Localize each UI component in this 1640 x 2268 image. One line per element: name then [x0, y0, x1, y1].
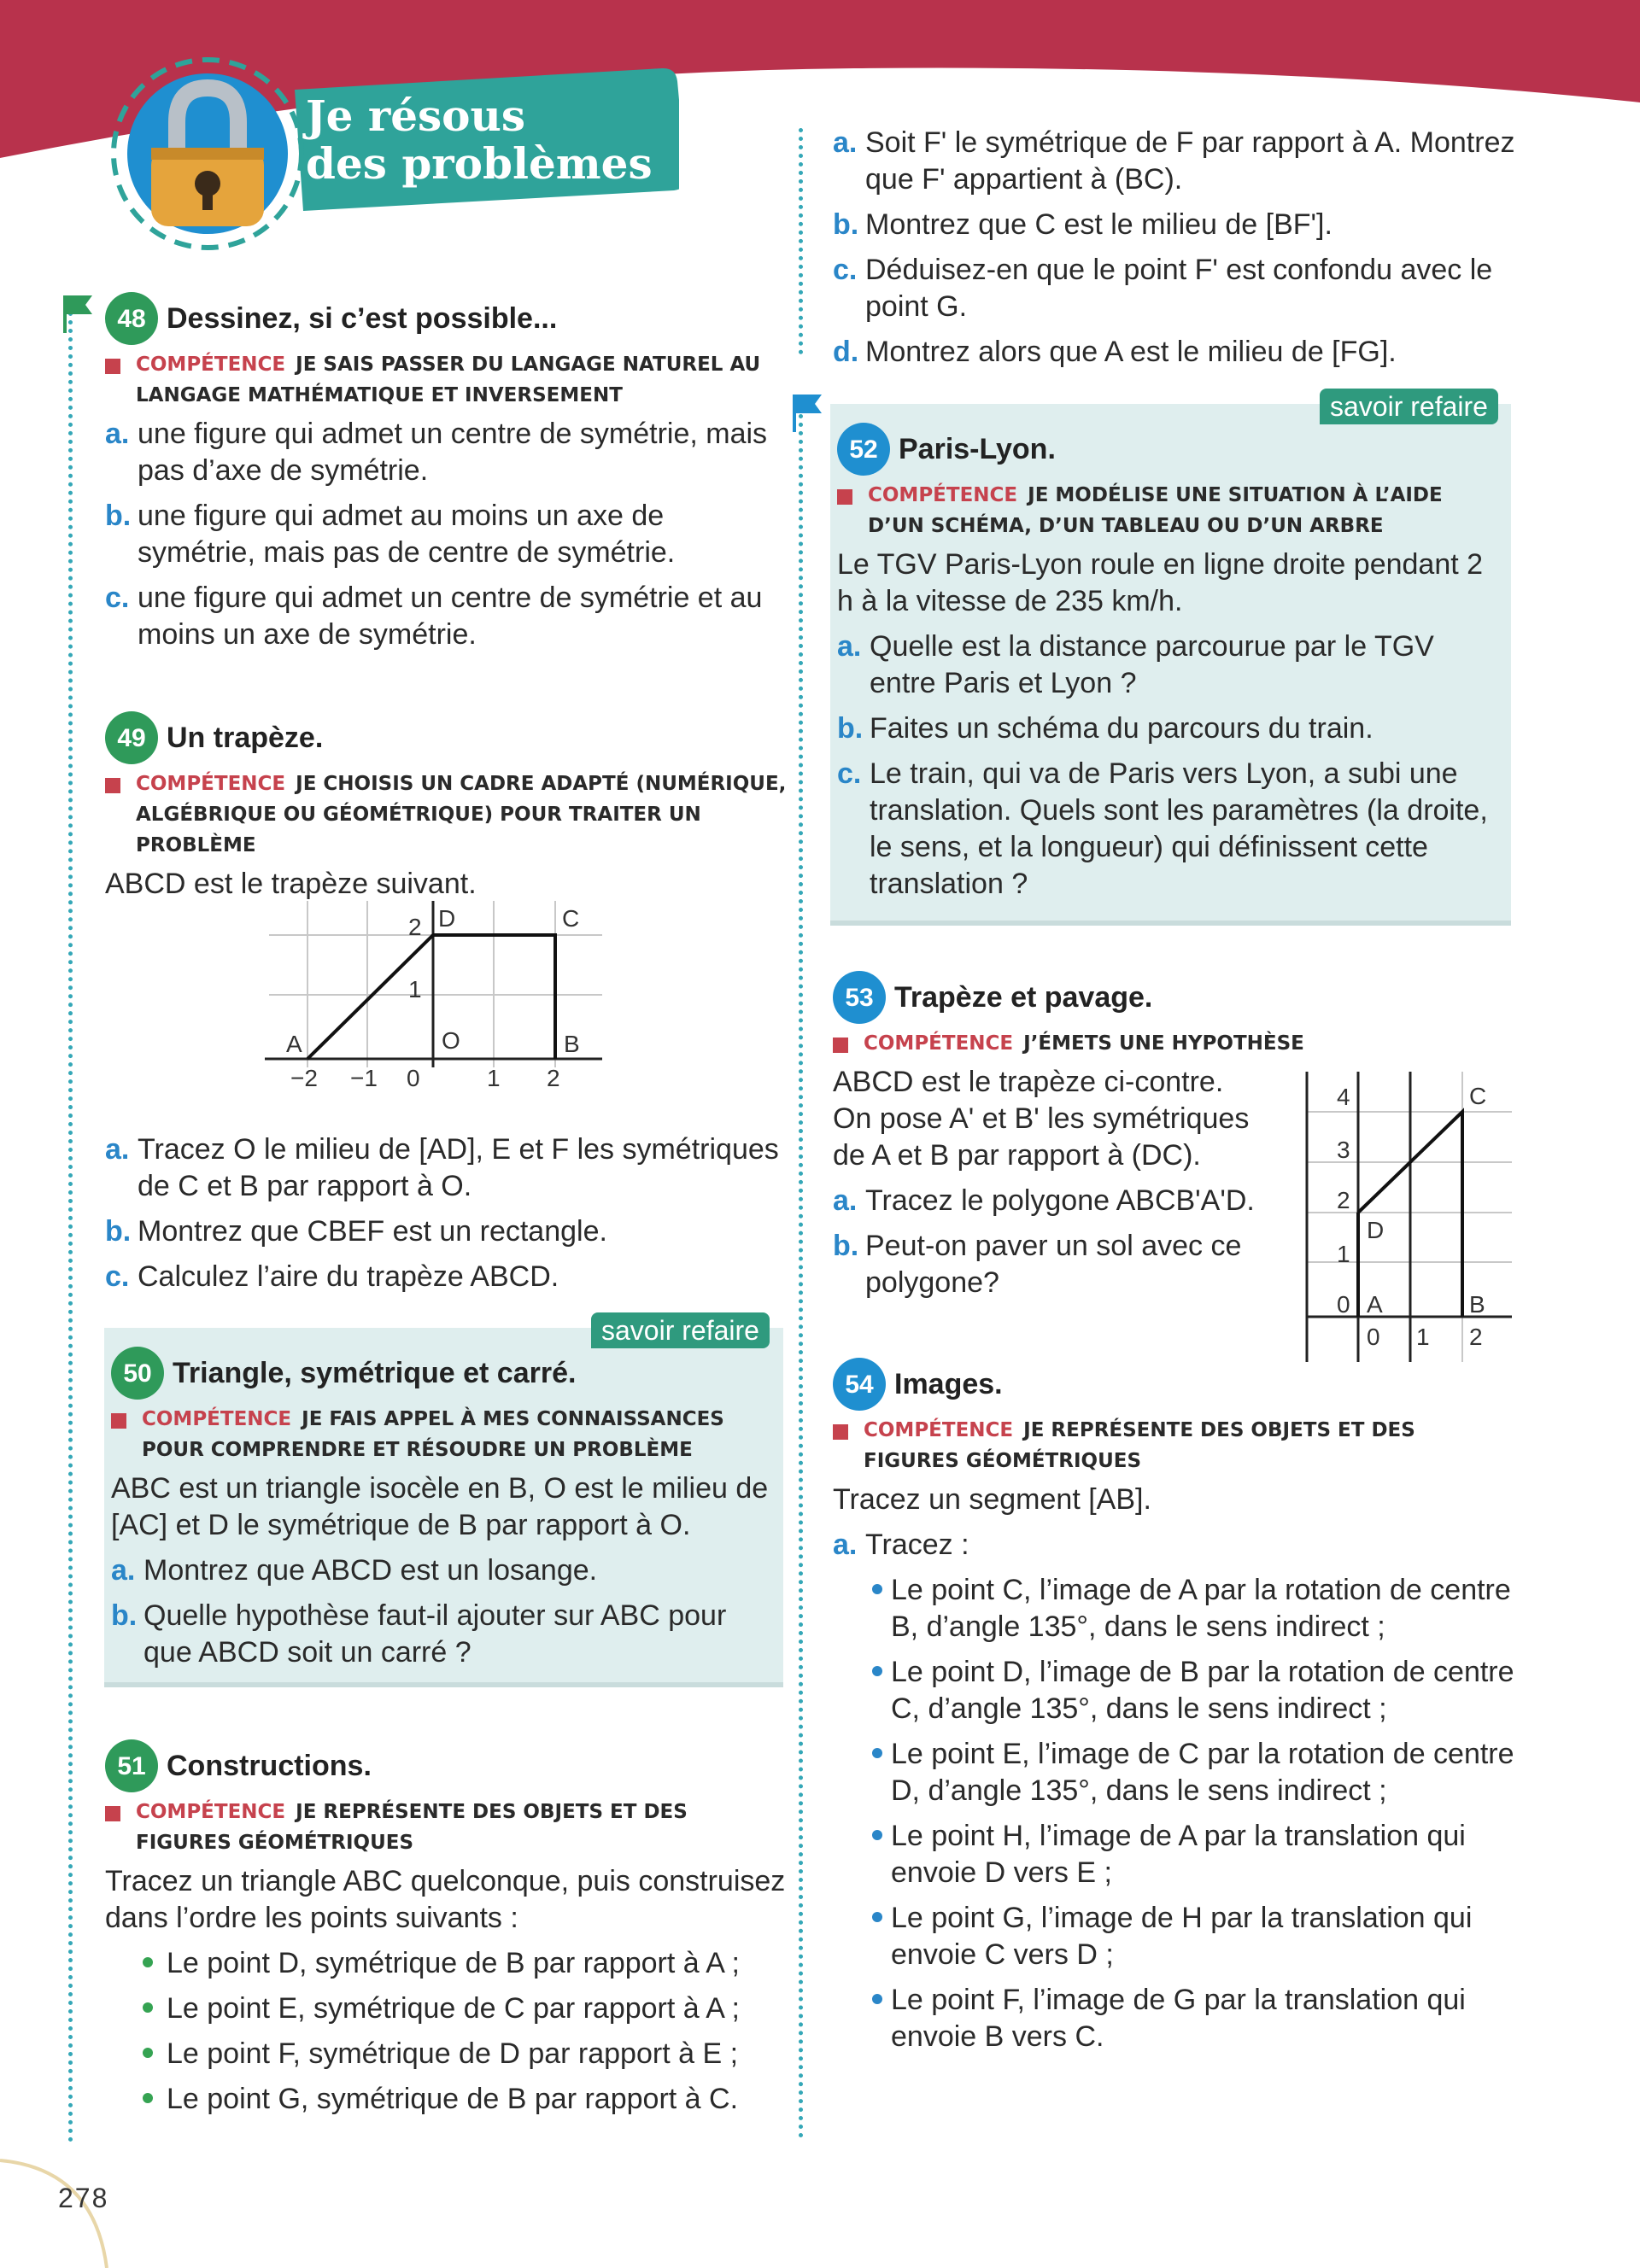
list-item: Le point F, l’image de G par la translation qui envoie B vers C. [833, 1982, 1516, 2055]
exercise-intro: Tracez un segment [AB]. [833, 1483, 1151, 1516]
point-O-label: O [442, 1027, 460, 1054]
exercise-50 [111, 1349, 777, 1680]
competence: COMPÉTENCE JE CHOISIS UN CADRE ADAPTÉ (NUMÉRIQUE, ALGÉBRIQUE OU GÉOMÉTRIQUE) POUR TRAITER UN PROBLÈME [105, 769, 788, 861]
point-D-label: D [438, 905, 456, 932]
tick-x-label: 0 [1367, 1324, 1380, 1350]
section-title [306, 92, 665, 188]
competence: COMPÉTENCE JE REPRÉSENTE DES OBJETS ET DES FIGURES GÉOMÉTRIQUES [833, 1415, 1516, 1476]
trapezoid-figure-49 [265, 897, 615, 1102]
exercise-48 [105, 295, 788, 662]
question-a: a. Soit F' le symétrique de F par rapport à A. Montrez que F' appartient à (BC). [833, 126, 1515, 196]
exercise-number: 48 [105, 292, 158, 345]
middle-dotted-line [799, 406, 803, 2139]
question-b: b. Montrez que CBEF est un rectangle. [105, 1215, 607, 1248]
exercise-51-continuation [833, 125, 1516, 379]
section-title-line1: Je résous [306, 91, 526, 141]
tick-y-label: 2 [1337, 1187, 1350, 1213]
exercise-number: 54 [833, 1358, 886, 1411]
question-d: d. Montrez alors que A est le milieu de [FG]. [833, 336, 1397, 368]
question-a: a. Tracez le polygone ABCB'A'D. [833, 1184, 1255, 1217]
exercise-title: Images. [894, 1367, 1003, 1400]
tick-x-label: −2 [290, 1065, 318, 1091]
middle-dotted-line-top [799, 128, 803, 354]
point-A-label: A [1367, 1291, 1383, 1318]
bullet-dot-icon [872, 1830, 882, 1840]
exercise-title: Dessinez, si c’est possible... [167, 301, 558, 335]
question-c: c. Déduisez-en que le point F' est confondu avec le point G. [833, 254, 1493, 323]
exercise-intro: Tracez un triangle ABC quelconque, puis construisez dans l’ordre les points suivants : [105, 1865, 786, 1934]
question-b: b. Montrez que C est le milieu de [BF']. [833, 208, 1332, 241]
question-a: a. une figure qui admet un centre de symétrie, mais pas d’axe de symétrie. [105, 418, 768, 487]
bullet-dot-icon [143, 2093, 153, 2103]
exercise-title: Un trapèze. [167, 721, 324, 754]
list-item: Le point E, symétrique de C par rapport à A ; [105, 1990, 788, 2027]
question-b: b. Peut-on paver un sol avec ce polygone? [833, 1230, 1242, 1299]
exercise-number: 51 [105, 1739, 158, 1792]
tick-y-label: 2 [408, 914, 422, 940]
point-B-label: B [564, 1031, 580, 1057]
question-a: a. Tracez : [833, 1529, 969, 1561]
exercise-intro: Le TGV Paris-Lyon roule en ligne droite pendant 2 h à la vitesse de 235 km/h. [837, 548, 1484, 617]
tick-y-label: 1 [1337, 1241, 1350, 1267]
tick-y-label: 4 [1337, 1084, 1350, 1110]
exercise-number: 53 [833, 971, 886, 1024]
list-item: Le point F, symétrique de D par rapport à E ; [105, 2036, 788, 2072]
flag-icon [58, 292, 97, 335]
question-c: c. Le train, qui va de Paris vers Lyon, a subi une translation. Quels sont les paramètres (la droite, le sens, et la longueur) qui définissent cette translation ? [837, 757, 1488, 900]
tick-x-label: 1 [487, 1065, 501, 1091]
bullet-dot-icon [872, 1666, 882, 1676]
competence: COMPÉTENCE JE MODÉLISE UNE SITUATION À L’AIDE D’UN SCHÉMA, D’UN TABLEAU OU D’UN ARBRE [837, 480, 1503, 541]
bullet-dot-icon [872, 1584, 882, 1594]
exercise-number: 52 [837, 423, 890, 476]
list-item: Le point H, l’image de A par la translation qui envoie D vers E ; [833, 1818, 1516, 1891]
bullet-dot-icon [872, 1748, 882, 1758]
tick-x-label: 1 [1416, 1324, 1430, 1350]
question-c: c. Calculez l’aire du trapèze ABCD. [105, 1260, 559, 1293]
competence: COMPÉTENCE J’ÉMETS UNE HYPOTHÈSE [833, 1028, 1547, 1059]
exercise-52 [837, 425, 1503, 911]
point-A-label: A [286, 1031, 302, 1057]
tick-x-label: 0 [407, 1065, 420, 1091]
exercise-number: 49 [105, 711, 158, 764]
list-item: Le point D, symétrique de B par rapport à A ; [105, 1945, 788, 1982]
tick-x-label: −1 [350, 1065, 378, 1091]
exercise-title: Triangle, symétrique et carré. [173, 1356, 577, 1389]
exercise-number: 50 [111, 1347, 164, 1400]
point-C-label: C [562, 905, 580, 932]
exercise-title: Trapèze et pavage. [894, 980, 1153, 1014]
tick-y-label: 1 [408, 976, 422, 1002]
exercise-intro: ABC est un triangle isocèle en B, O est le milieu de [AC] et D le symétrique de B par rapport à O. [111, 1472, 769, 1541]
point-B-label: B [1469, 1291, 1485, 1318]
exercise-54 [833, 1360, 1516, 2064]
left-dotted-line [68, 303, 73, 2143]
exercise-53 [833, 973, 1304, 1310]
exercise-intro: ABCD est le trapèze suivant. [105, 868, 477, 900]
point-D-label: D [1367, 1217, 1385, 1243]
bullet-dot-icon [872, 1994, 882, 2004]
point-C-label: C [1469, 1083, 1487, 1109]
exercise-title: Constructions. [167, 1749, 372, 1782]
tick-y-label: 3 [1337, 1137, 1350, 1163]
savoir-refaire-badge: savoir refaire [591, 1312, 770, 1348]
competence: COMPÉTENCE JE SAIS PASSER DU LANGAGE NATUREL AU LANGAGE MATHÉMATIQUE ET INVERSEMENT [105, 349, 788, 411]
competence: COMPÉTENCE JE FAIS APPEL À MES CONNAISSANCES POUR COMPRENDRE ET RÉSOUDRE UN PROBLÈME [111, 1404, 777, 1465]
bullet-dot-icon [143, 2002, 153, 2013]
trapezoid-figure-53 [1303, 1067, 1516, 1366]
list-item: Le point C, l’image de A par la rotation de centre B, d’angle 135°, dans le sens indirect ; [833, 1572, 1516, 1645]
bullet-dot-icon [872, 1912, 882, 1922]
list-item: Le point G, symétrique de B par rapport à C. [105, 2081, 788, 2118]
question-a: a. Tracez O le milieu de [AD], E et F les symétriques de C et B par rapport à O. [105, 1133, 779, 1202]
tick-x-label: 2 [547, 1065, 560, 1091]
competence: COMPÉTENCE JE REPRÉSENTE DES OBJETS ET DES FIGURES GÉOMÉTRIQUES [105, 1797, 788, 1858]
page-number: 278 [58, 2183, 109, 2213]
list-item: Le point D, l’image de B par la rotation de centre C, d’angle 135°, dans le sens indirect ; [833, 1654, 1516, 1727]
exercise-49-questions [105, 1131, 788, 1304]
question-a: a. Montrez que ABCD est un losange. [111, 1554, 598, 1587]
question-b: b. Quelle hypothèse faut-il ajouter sur ABC pour que ABCD soit un carré ? [111, 1599, 727, 1669]
bullet-dot-icon [143, 1957, 153, 1967]
list-item: Le point G, l’image de H par la translation qui envoie C vers D ; [833, 1900, 1516, 1973]
question-c: c. une figure qui admet un centre de symétrie et au moins un axe de symétrie. [105, 582, 763, 651]
question-a: a. Quelle est la distance parcourue par le TGV entre Paris et Lyon ? [837, 630, 1434, 699]
savoir-refaire-badge: savoir refaire [1320, 389, 1498, 424]
exercise-51 [105, 1742, 788, 2126]
list-item: Le point E, l’image de C par la rotation de centre D, d’angle 135°, dans le sens indirect ; [833, 1736, 1516, 1809]
bullet-dot-icon [143, 2048, 153, 2058]
section-title-line2: des problèmes [306, 138, 653, 189]
exercise-intro: ABCD est le trapèze ci-contre. On pose A' et B' les symétriques de A et B par rapport à (DC). [833, 1066, 1250, 1172]
tick-x-label: 2 [1469, 1324, 1483, 1350]
exercise-title: Paris-Lyon. [899, 432, 1056, 465]
exercise-49 [105, 714, 788, 911]
question-b: b. Faites un schéma du parcours du train. [837, 712, 1374, 745]
flag-icon [788, 391, 827, 434]
tick-y-label: 0 [1337, 1291, 1350, 1318]
question-b: b. une figure qui admet au moins un axe de symétrie, mais pas de centre de symétrie. [105, 500, 676, 569]
